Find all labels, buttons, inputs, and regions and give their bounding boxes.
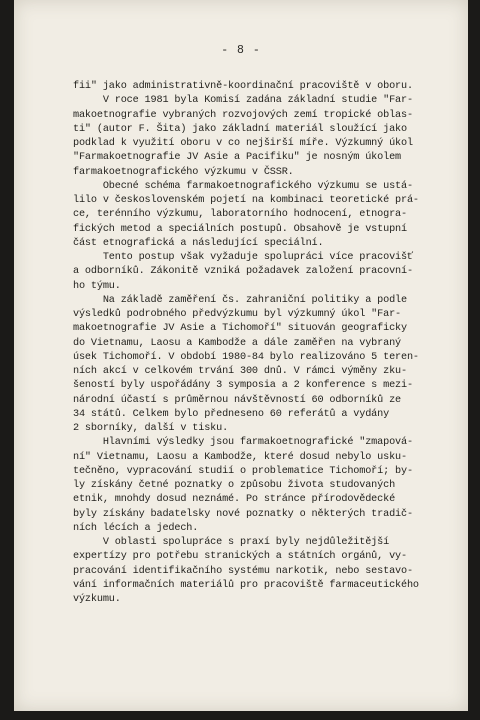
text-line: 2 sborníky, další v tisku. — [73, 423, 229, 434]
paragraph — [73, 180, 445, 251]
text-line: ho týmu. — [73, 280, 121, 292]
text-line: podklad k využití oboru v co nejširší míře. Výzkumný úkol — [73, 138, 413, 149]
text-line: ce, terénního výzkumu, laboratorního hodnocení, etnogra- — [73, 209, 407, 221]
text-line: etnik, mnohdy dosud neznámé. Po stránce přírodovědecké — [73, 494, 396, 506]
document-body — [73, 80, 445, 607]
text-line: expertízy pro potřebu stranických a státních orgánů, vy- — [73, 551, 407, 563]
text-line: pracování identifikačního systému narkotik, nebo sestavo- — [73, 565, 413, 577]
paragraph — [73, 80, 445, 94]
text-line: národní účastí s průměrnou návštěvností 60 odborníků ze — [73, 394, 401, 406]
paragraph — [73, 536, 445, 607]
document-page — [14, 0, 468, 711]
text-line: část etnografická a následující speciální. — [73, 237, 324, 249]
text-line: fii" jako administrativně-koordinační pracoviště v oboru. — [73, 81, 413, 92]
text-line: tečněno, vypracování studií o problematice Tichomoří; by- — [73, 465, 413, 477]
text-line: Obecné schéma farmakoetnografického výzkumu se ustá- — [73, 180, 413, 192]
text-line: ti" (autor F. Šita) jako základní materiál sloužící jako — [73, 123, 407, 135]
text-line: a odborníků. Zákonitě vzniká požadavek založení pracovní- — [73, 266, 413, 278]
text-line: úsek Tichomoří. V období 1980-84 bylo realizováno 5 teren- — [73, 351, 419, 363]
text-line: do Vietnamu, Laosu a Kambodže a dále zaměřen na vybraný — [73, 337, 401, 349]
text-line: šeností byly uspořádány 3 symposia a 2 konference s mezi- — [73, 380, 413, 392]
text-line: lilo v československém pojetí na kombinaci teoretické prá- — [73, 195, 419, 206]
text-line: fických metod a speciálních postupů. Obsahově je vstupní — [73, 223, 407, 235]
text-line: Hlavními výsledky jsou farmakoetnografické "zmapová- — [73, 437, 413, 449]
text-line: byly získány badatelsky nové poznatky o některých tradič- — [73, 508, 413, 520]
text-line: "Farmakoetnografie JV Asie a Pacifiku" je nosným úkolem — [73, 152, 401, 164]
text-line: výsledků podrobného předvýzkumu byl výzkumný úkol "Far- — [73, 309, 401, 320]
text-line: výzkumu. — [73, 594, 121, 605]
text-line: ly získány četné poznatky o způsobu života studovaných — [73, 480, 396, 491]
text-line: 34 států. Celkem bylo předneseno 60 referátů a vydány — [73, 408, 390, 420]
paragraph — [73, 251, 445, 294]
text-line: ní" Vietnamu, Laosu a Kambodže, které dosud nebylo usku- — [73, 451, 407, 463]
page-number: - 8 - — [221, 44, 261, 57]
text-line: makoetnografie JV Asie a Tichomoří" situován geograficky — [73, 323, 407, 335]
text-line: Tento postup však vyžaduje spolupráci více pracovišť — [73, 252, 413, 263]
paragraph — [73, 94, 445, 180]
text-line: V oblasti spolupráce s praxí byly nejdůležitější — [73, 537, 390, 548]
text-line: vání informačních materiálů pro pracoviště farmaceutického — [73, 579, 419, 591]
text-line: V roce 1981 byla Komisí zadána základní studie "Far- — [73, 95, 413, 107]
text-line: Na základě zaměření čs. zahraniční politiky a podle — [73, 294, 407, 306]
text-line: ních lécích a jedech. — [73, 522, 199, 534]
paragraph — [73, 294, 445, 437]
paragraph — [73, 436, 445, 536]
text-line: farmakoetnografického výzkumu v ČSSR. — [73, 166, 294, 178]
text-line: makoetnografie vybraných rozvojových zemí tropické oblas- — [73, 109, 413, 121]
text-line: ních akcí v celkovém trvání 300 dnů. V rámci výměny zku- — [73, 366, 407, 377]
